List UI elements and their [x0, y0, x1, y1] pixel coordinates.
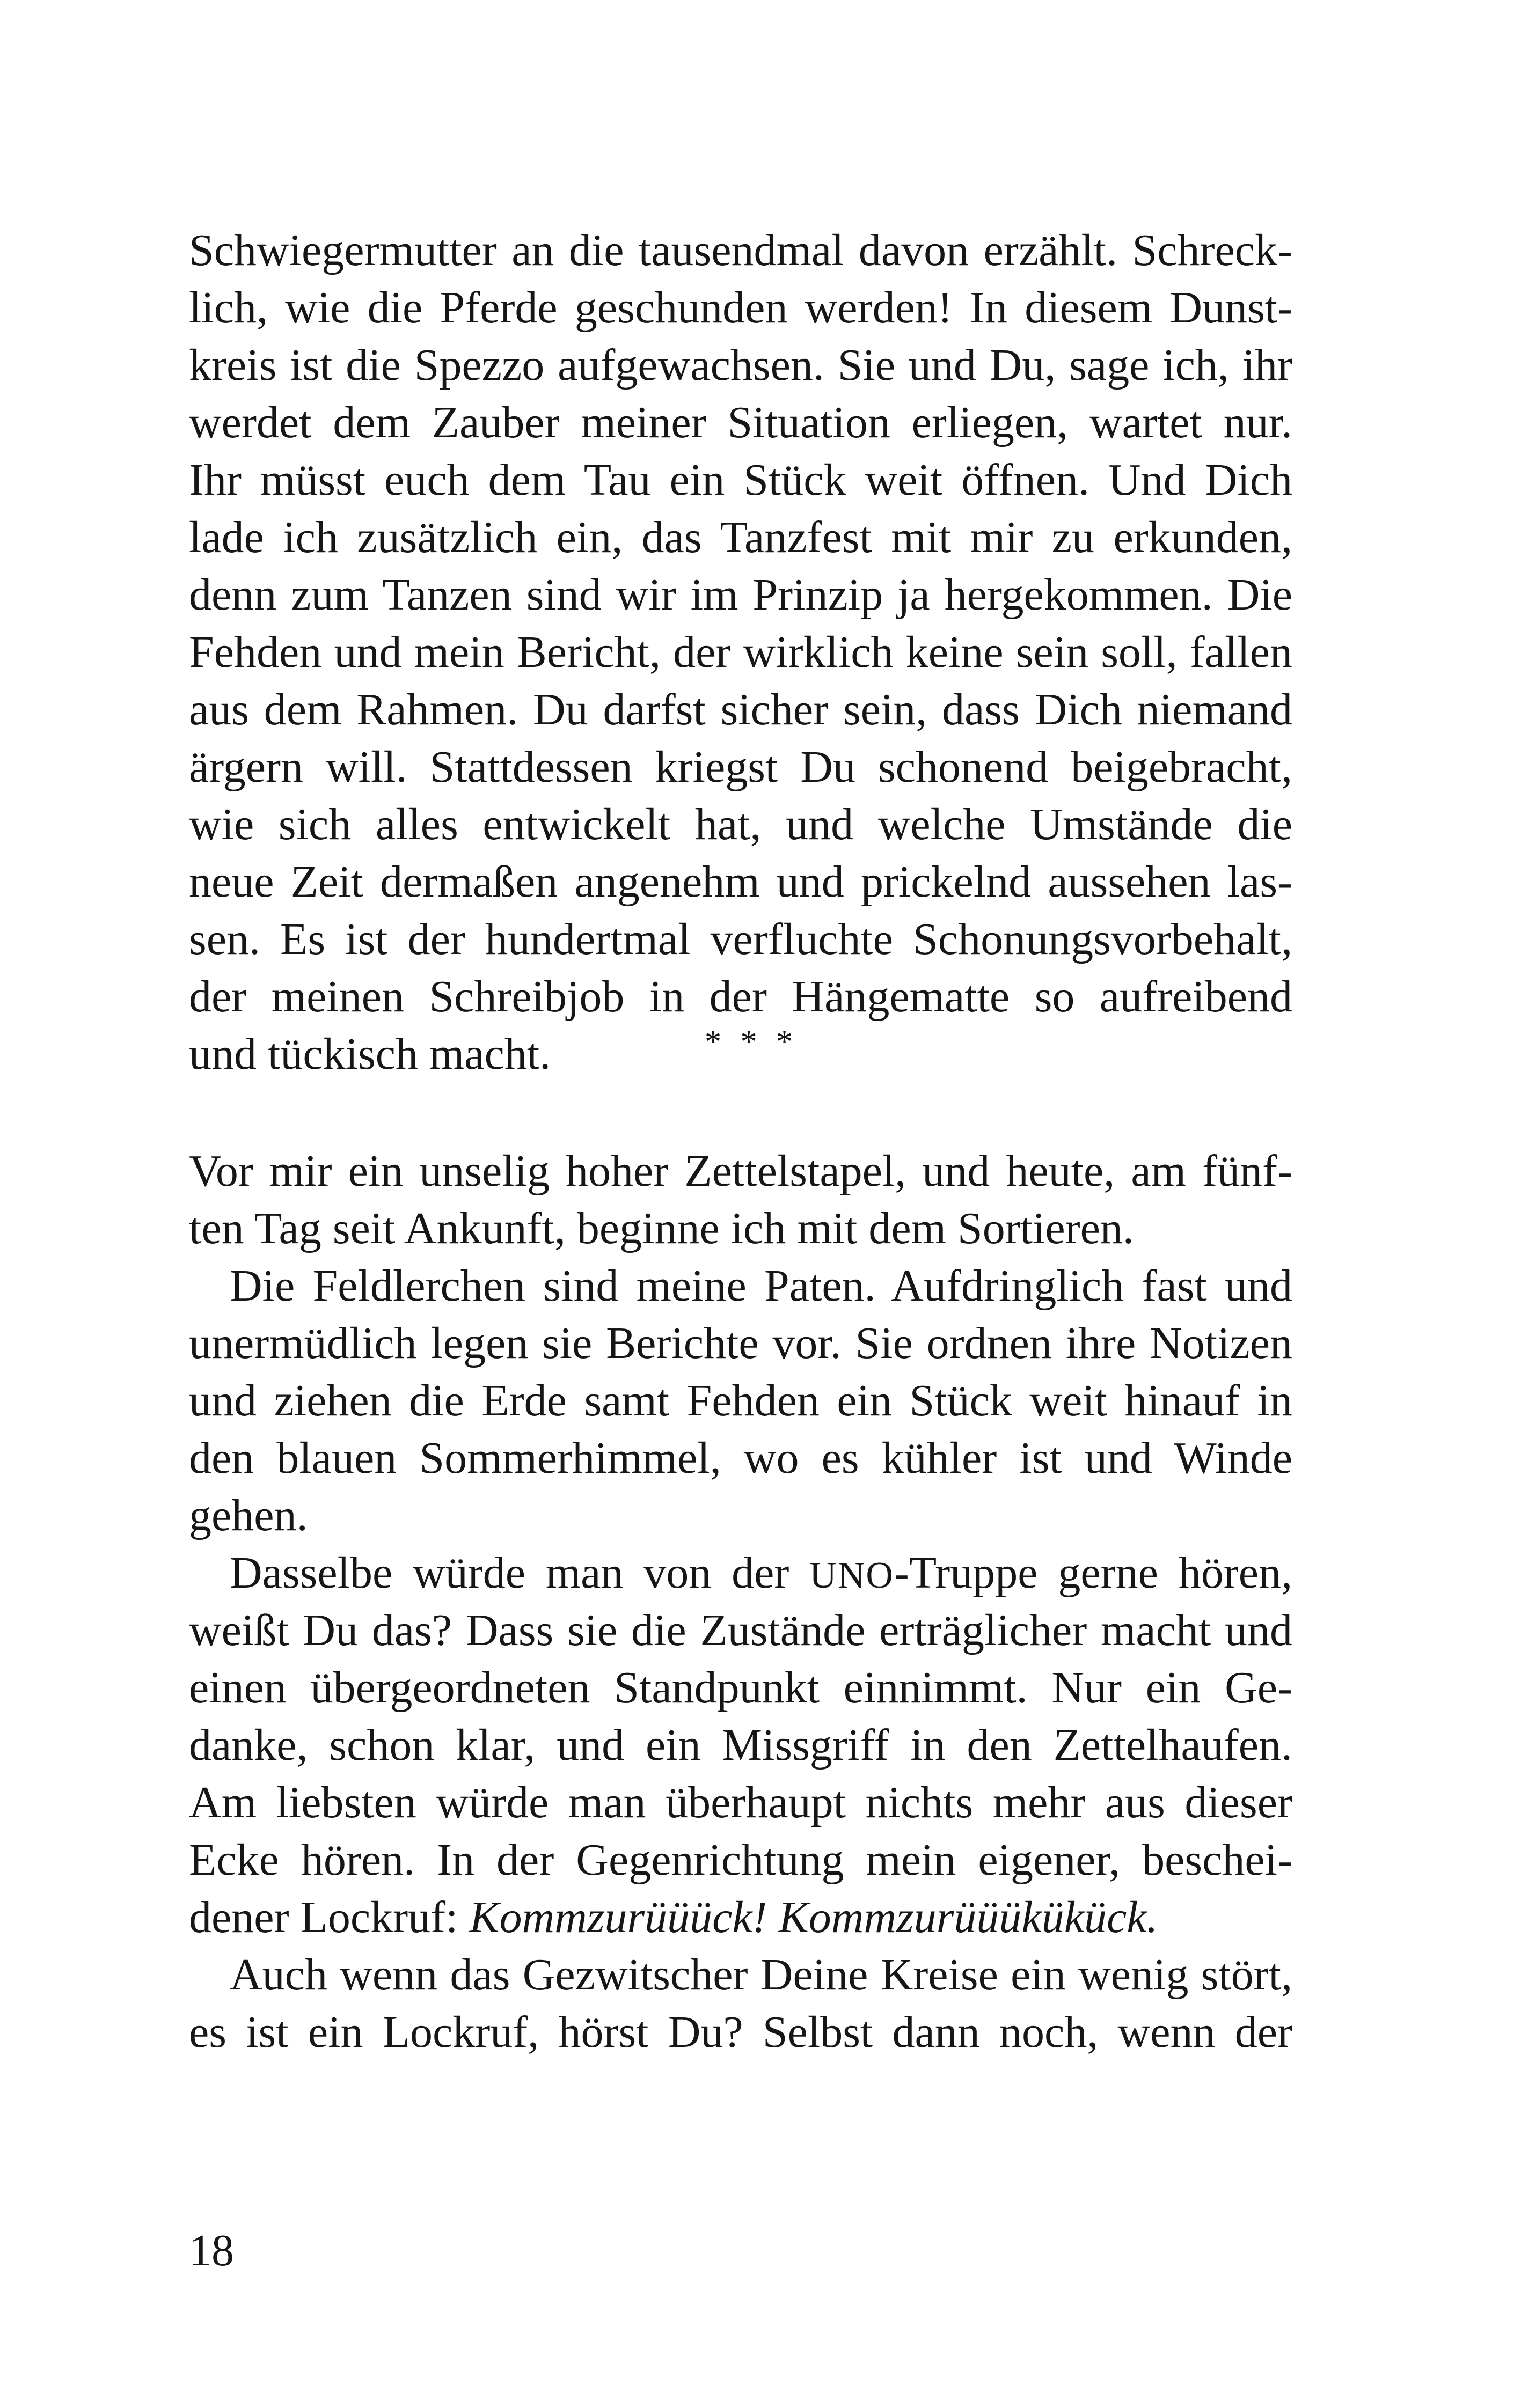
text-line-last: gehen.	[189, 1491, 308, 1540]
text-line: Ihr müsst euch dem Tau ein Stück weit öffnen. Und Dich	[189, 455, 1292, 505]
text-line: lich, wie die Pferde geschunden werden! In diesem Dunst-	[189, 283, 1292, 333]
text-run: Dasselbe würde man von der	[230, 1548, 810, 1598]
text-line: es ist ein Lockruf, hörst Du? Selbst dann noch, wenn der	[189, 2007, 1292, 2057]
text-line: weißt Du das? Dass sie die Zustände erträglicher macht und	[189, 1605, 1292, 1655]
text-line-last: und tückisch macht.	[189, 1029, 551, 1079]
small-caps-abbreviation: UNO	[809, 1555, 894, 1596]
text-line: Am liebsten würde man überhaupt nichts mehr aus dieser	[189, 1778, 1292, 1827]
section-separator: * * *	[705, 1024, 798, 1060]
text-run: dener Lockruf:	[189, 1892, 470, 1942]
text-line: aus dem Rahmen. Du darfst sicher sein, dass Dich niemand	[189, 685, 1292, 735]
text-line: lade ich zusätzlich ein, das Tanzfest mit mir zu erkunden,	[189, 512, 1292, 562]
text-line: der meinen Schreibjob in der Hängematte so aufreibend	[189, 972, 1292, 1022]
text-line: neue Zeit dermaßen angenehm und prickelnd aussehen las-	[189, 857, 1292, 907]
text-line: sen. Es ist der hundertmal verfluchte Schonungsvorbehalt,	[189, 914, 1292, 964]
text-line: ärgern will. Stattdessen kriegst Du schonend beigebracht,	[189, 742, 1292, 792]
text-line-last	[189, 1888, 1292, 1947]
text-line-last: ten Tag seit Ankunft, beginne ich mit dem Sortieren.	[189, 1203, 1134, 1253]
text-line-indent: Die Feldlerchen sind meine Paten. Aufdringlich fast und	[230, 1261, 1292, 1311]
text-line: danke, schon klar, und ein Missgriff in den Zettelhaufen.	[189, 1720, 1292, 1770]
text-line: und ziehen die Erde samt Fehden ein Stück weit hinauf in	[189, 1376, 1292, 1426]
text-line: Vor mir ein unselig hoher Zettelstapel, und heute, am fünf-	[189, 1146, 1292, 1196]
page-number: 18	[189, 2226, 234, 2275]
text-line-indent: Auch wenn das Gezwitscher Deine Kreise ein wenig stört,	[230, 1950, 1292, 2000]
text-line: werdet dem Zauber meiner Situation erliegen, wartet nur.	[189, 398, 1292, 447]
text-line: Schwiegermutter an die tausendmal davon erzählt. Schreck-	[189, 225, 1292, 275]
text-line: wie sich alles entwickelt hat, und welche Umstände die	[189, 799, 1292, 849]
text-line: einen übergeordneten Standpunkt einnimmt. Nur ein Ge-	[189, 1663, 1292, 1713]
text-line-indent	[230, 1544, 1292, 1603]
italic-call: Kommzurüüück! Kommzurüüükükück.	[469, 1892, 1158, 1942]
text-line: den blauen Sommerhimmel, wo es kühler ist und Winde	[189, 1433, 1292, 1483]
text-line: Ecke hören. In der Gegenrichtung mein eigener, beschei-	[189, 1835, 1292, 1885]
text-line: kreis ist die Spezzo aufgewachsen. Sie und Du, sage ich, ihr	[189, 340, 1292, 390]
text-run: -Truppe gerne hören,	[894, 1548, 1292, 1598]
text-line: Fehden und mein Bericht, der wirklich keine sein soll, fallen	[189, 627, 1292, 677]
text-line: unermüdlich legen sie Berichte vor. Sie ordnen ihre Notizen	[189, 1318, 1292, 1368]
text-line: denn zum Tanzen sind wir im Prinzip ja hergekommen. Die	[189, 570, 1292, 620]
